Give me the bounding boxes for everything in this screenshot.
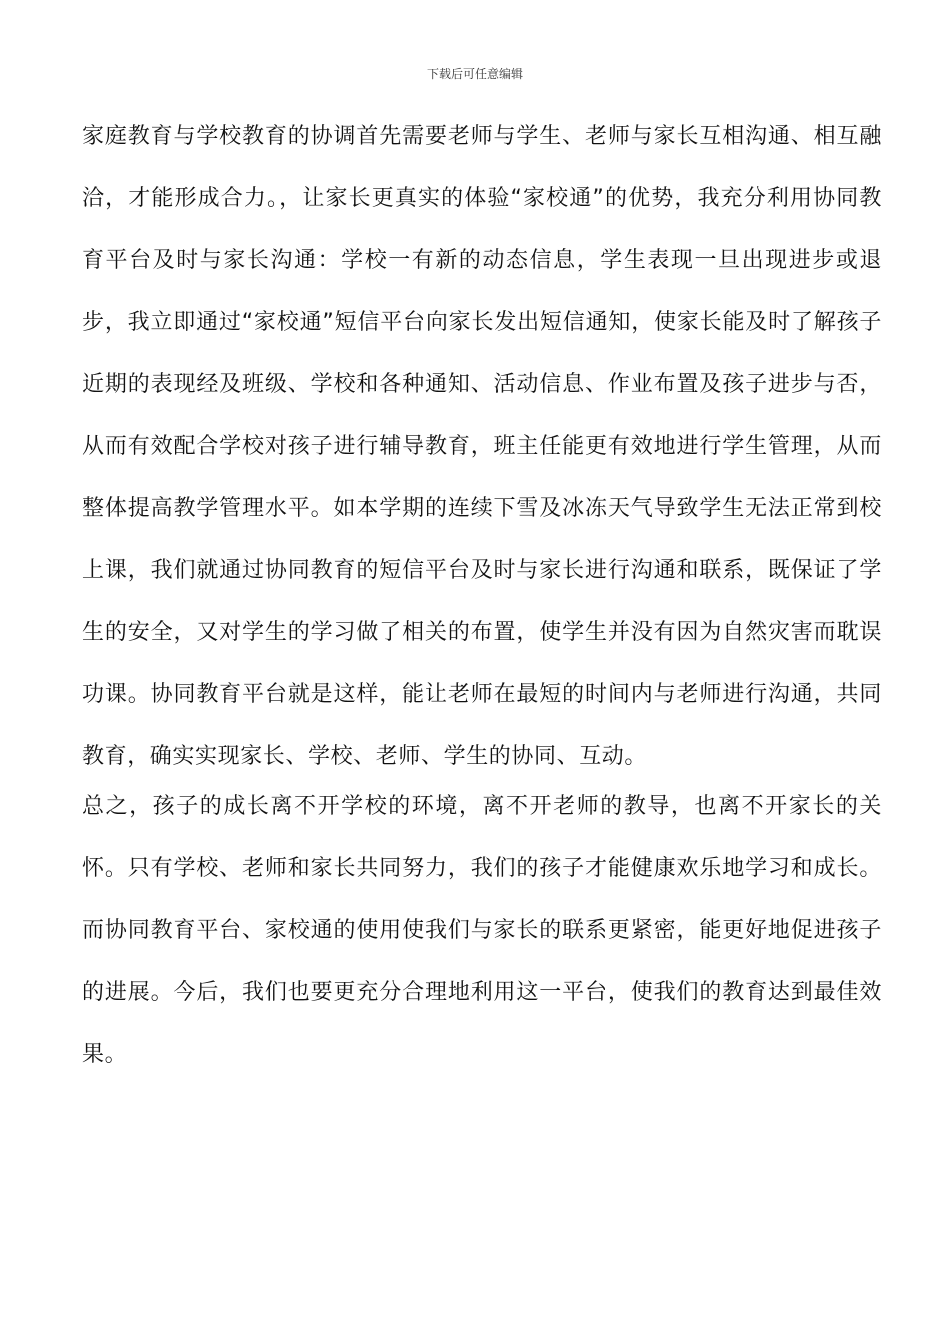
paragraph-1: 家庭教育与学校教育的协调首先需要老师与学生、老师与家长互相沟通、相互融洽，才能形成合力。，让家长更真实的体验“家校通”的优势，我充分利用协同教育平台及时与家长沟通：学校一有新的动态信息，学生表现一旦出现进步或退步，我立即通过“家校通”短信平台向家长发出短信通知，使家长能及时了解孩子近期的表现经及班级、学校和各种通知、活动信息、作业布置及孩子进步与否，从而有效配合学校对孩子进行辅导教育，班主任能更有效地进行学生管理，从而整体提高教学管理水平。如本学期的连续下雪及冰冻天气导致学生无法正常到校上课，我们就通过协同教育的短信平台及时与家长进行沟通和联系，既保证了学生的安全，又对学生的学习做了相关的布置，使学生并没有因为自然灾害而耽误功课。协同教育平台就是这样，能让老师在最短的时间内与老师进行沟通，共同教育，确实实现家长、学校、老师、学生的协同、互动。	[82, 124, 882, 769]
paragraph-2: 总之，孩子的成长离不开学校的环境，离不开老师的教导，也离不开家长的关怀。只有学校、老师和家长共同努力，我们的孩子才能健康欢乐地学习和成长。而协同教育平台、家校通的使用使我们与家长的联系更紧密，能更好地促进孩子的进展。今后，我们也要更充分合理地利用这一平台，使我们的教育达到最佳效果。	[82, 794, 882, 1067]
page-header: 下载后可任意编辑	[426, 67, 523, 81]
document-body	[82, 106, 882, 1086]
